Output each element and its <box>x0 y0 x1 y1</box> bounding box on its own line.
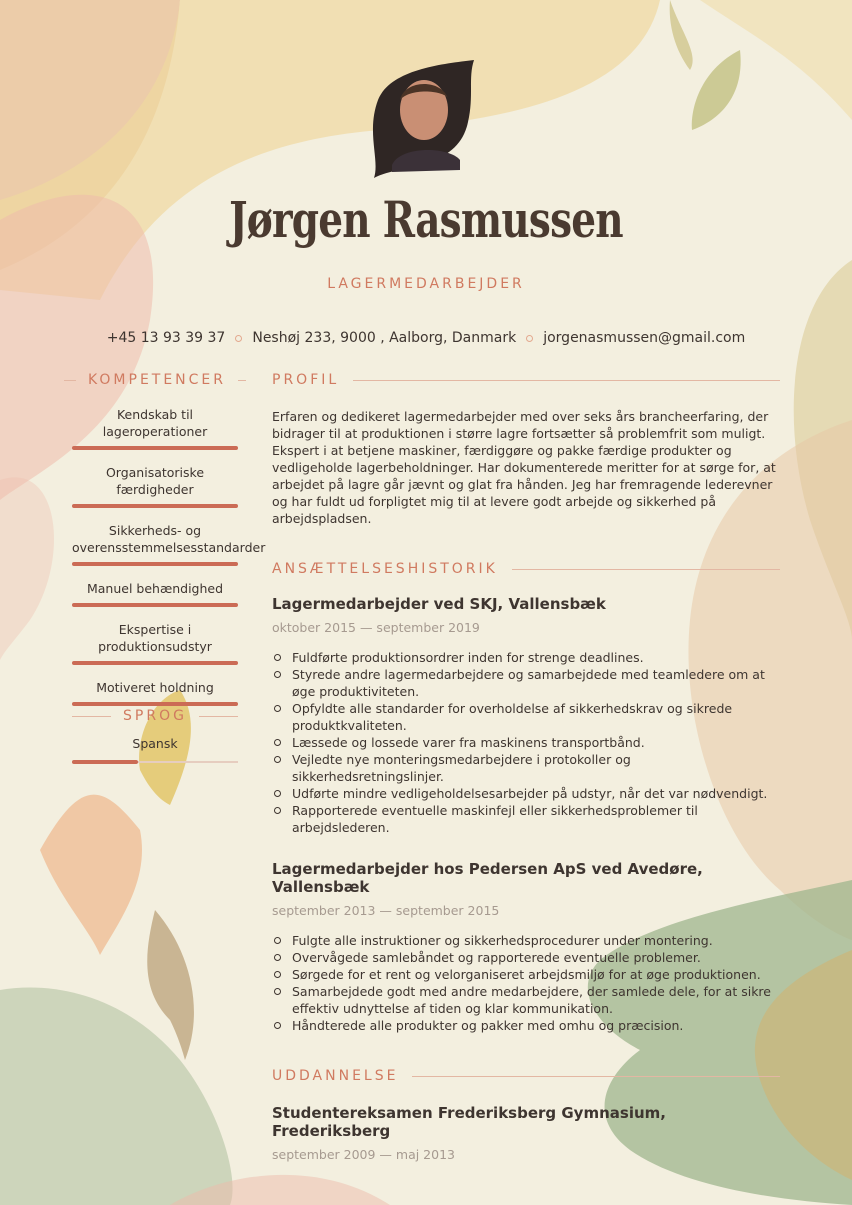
job-role: LAGERMEDARBEJDER <box>327 276 525 292</box>
language-label: Spansk <box>132 736 178 751</box>
skill-label: Kendskab til lageroperationer <box>102 407 208 439</box>
employment-title: ANSÆTTELSESHISTORIK <box>272 561 498 577</box>
skill-label: Sikkerheds- og overensstemmelsesstandarder <box>72 523 266 555</box>
skill-bar <box>72 702 238 706</box>
language-level-track <box>72 761 238 763</box>
divider <box>199 716 238 717</box>
skill-bar <box>72 446 238 450</box>
duty-item: Udførte mindre vedligeholdelsesarbejder på udstyr, når det var nødvendigt. <box>272 785 780 802</box>
skill-label: Manuel behændighed <box>86 581 224 596</box>
duty-item: Samarbejdede godt med andre medarbejdere, der samlede dele, for at sikre effektiv udnyttelse af tiden og klar kommunikation. <box>272 983 780 1017</box>
job-dates: oktober 2015 — september 2019 <box>272 620 480 635</box>
contact-bar <box>0 330 852 346</box>
address: Neshøj 233, 9000 , Aalborg, Danmark <box>252 330 517 346</box>
education-entry <box>272 1104 780 1162</box>
skill-item <box>72 406 238 450</box>
skill-item <box>72 522 266 566</box>
duty-item: Fuldførte produktionsordrer inden for strenge deadlines. <box>272 649 780 666</box>
profile-photo <box>370 60 476 178</box>
education-title: UDDANNELSE <box>272 1068 399 1084</box>
phone: +45 13 93 39 37 <box>106 330 226 346</box>
skill-label: Motiveret holdning <box>96 680 214 695</box>
employment-header <box>272 561 780 577</box>
profile-title: PROFIL <box>272 372 340 388</box>
skills-header <box>72 372 238 388</box>
candidate-name: Jørgen Rasmussen <box>229 190 623 249</box>
skill-item <box>72 464 238 508</box>
education-dates: september 2009 — maj 2013 <box>272 1147 455 1162</box>
email[interactable]: jorgenasmussen@gmail.com <box>543 330 746 346</box>
separator-dot <box>526 335 533 342</box>
duty-item: Håndterede alle produkter og pakker med omhu og præcision. <box>272 1017 780 1034</box>
job-title: Lagermedarbejder ved SKJ, Vallensbæk <box>272 595 606 613</box>
duty-item: Vejledte nye monteringsmedarbejdere i protokoller og sikkerhedsretningslinjer. <box>272 751 780 785</box>
skill-bar <box>72 661 238 665</box>
education-header <box>272 1068 780 1084</box>
skill-label: Organisatoriske færdigheder <box>105 465 205 497</box>
skill-bar <box>72 603 238 607</box>
divider <box>72 716 111 717</box>
divider <box>412 1076 780 1077</box>
languages-title: SPROG <box>123 708 187 724</box>
skill-label: Ekspertise i produktionsudstyr <box>98 622 212 654</box>
skill-bar <box>72 562 238 566</box>
languages-section <box>72 708 238 763</box>
skill-bar <box>72 504 238 508</box>
profile-text: Erfaren og dedikeret lagermedarbejder med over seks års brancheerfaring, der bidrager til at produktionen i større lagre fortsætter så problemfrit som muligt. Ekspert i at betjene maskiner, færdiggøre og pakke færdige produkter og vedligeholde lagerbeholdninger. Har dokumenterede meritter for at sørge for, at arbejdet på lagre går jævnt og glat fra hånden. Jeg har fremragende lederevner og har fuldt ud forpligtet mig til at levere godt arbejde og sikkerhed på arbejdspladsen. <box>272 409 776 526</box>
duty-list <box>272 932 780 1034</box>
skill-item <box>72 580 238 607</box>
separator-dot <box>235 335 242 342</box>
job-entry <box>272 860 780 1034</box>
skill-item <box>72 679 238 706</box>
duty-item: Rapporterede eventuelle maskinfejl eller sikkerhedsproblemer til arbejdslederen. <box>272 802 780 836</box>
duty-item: Styrede andre lagermedarbejdere og samarbejdede med teamledere om at øge produktiviteten. <box>272 666 780 700</box>
main-column <box>272 372 780 1162</box>
duty-item: Sørgede for et rent og velorganiseret arbejdsmiljø for at øge produktionen. <box>272 966 780 983</box>
divider <box>353 380 780 381</box>
skill-item <box>72 621 238 665</box>
job-dates: september 2013 — september 2015 <box>272 903 500 918</box>
divider <box>512 569 780 570</box>
language-level-fill <box>72 760 138 764</box>
divider <box>238 380 246 381</box>
duty-item: Overvågede samlebåndet og rapporterede eventuelle problemer. <box>272 949 780 966</box>
job-title: Lagermedarbejder hos Pedersen ApS ved Avedøre, Vallensbæk <box>272 860 703 896</box>
duty-item: Fulgte alle instruktioner og sikkerhedsprocedurer under montering. <box>272 932 780 949</box>
languages-header <box>72 708 238 724</box>
education-title-text: Studentereksamen Frederiksberg Gymnasium, Frederiksberg <box>272 1104 666 1140</box>
divider <box>64 380 76 381</box>
duty-item: Læssede og lossede varer fra maskinens transportbånd. <box>272 734 780 751</box>
skills-title: KOMPETENCER <box>87 372 227 388</box>
duty-list <box>272 649 780 836</box>
duty-item: Opfyldte alle standarder for overholdelse af sikkerhedskrav og sikrede produktkvaliteten. <box>272 700 780 734</box>
skills-section <box>72 372 266 720</box>
job-entry <box>272 595 780 836</box>
profile-header <box>272 372 780 388</box>
